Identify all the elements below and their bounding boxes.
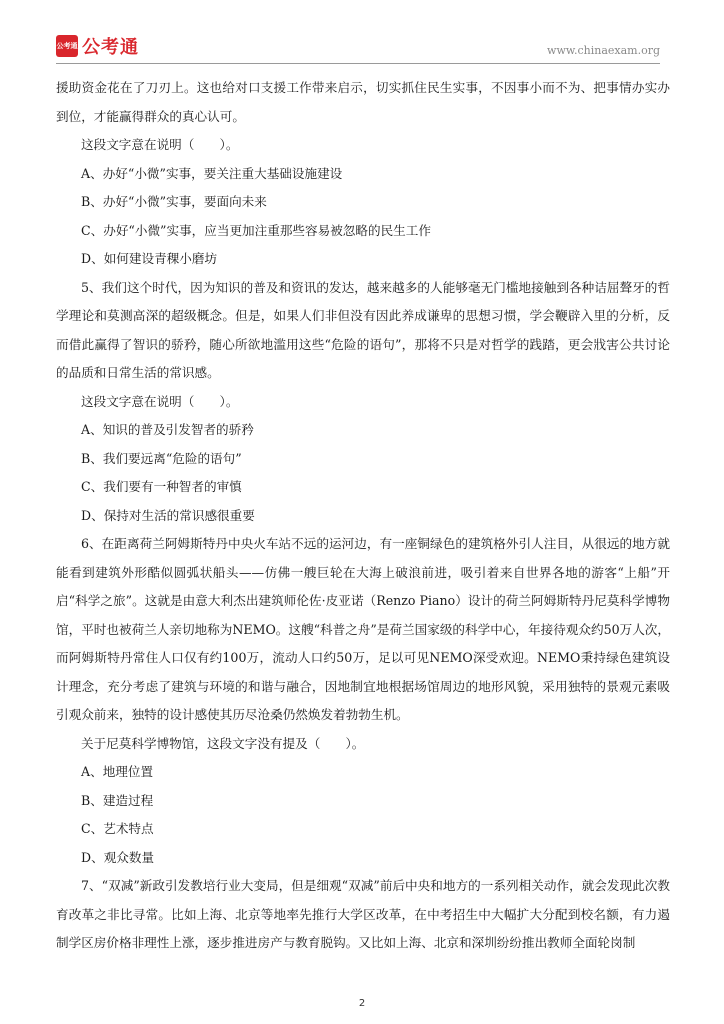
answer-option: D、保持对生活的常识感很重要 — [81, 507, 255, 523]
answer-option: B、我们要远离“危险的语句” — [81, 450, 242, 466]
logo-text: 公考通 — [82, 37, 139, 58]
answer-option: A、知识的普及引发智者的骄矜 — [81, 422, 254, 437]
logo — [56, 34, 139, 58]
answer-option: D、观众数量 — [81, 849, 155, 865]
answer-option: D、如何建设青稞小磨坊 — [81, 251, 218, 266]
page-header — [56, 34, 660, 60]
answer-option: A、办好“小微”实事，要关注重大基础设施建设 — [81, 165, 343, 181]
paragraph: 关于尼莫科学博物馆，这段文字没有提及（ ）。 — [81, 735, 365, 751]
site-url[interactable]: www.chinaexam.org — [547, 44, 660, 57]
logo-badge-icon: 公考通 — [56, 35, 78, 57]
page-number: 2 — [358, 998, 366, 1009]
document-body — [56, 74, 670, 958]
paragraph: 这段文字意在说明（ ）。 — [81, 137, 239, 152]
header-divider — [56, 63, 660, 64]
paragraph: 7、“双减”新政引发教培行业大变局，但是细观“双减”前后中央和地方的一系列相关动作，就会发现此次教育改革之非比寻常。比如上海、北京等地率先推行大学区改革，在中考招生中大幅扩大分配到校名额，有力遏制学区房价格非理性上涨，逐步推进房产与教育脱钩。又比如上海、北京和深圳纷纷推出教师全面轮岗制 — [56, 878, 670, 950]
answer-option: C、办好“小微”实事，应当更加注重那些容易被忽略的民生工作 — [81, 222, 431, 238]
paragraph: 6、在距离荷兰阿姆斯特丹中央火车站不远的运河边，有一座铜绿色的建筑格外引人注目，从很远的地方就能看到建筑外形酷似圆弧状船头——仿佛一艘巨轮在大海上破浪前进，吸引着来自世界各地的游客“上船”开启“科学之旅”。这就是由意大利杰出建筑师伦佐·皮亚诺（Renzo Piano）设计的荷兰阿姆斯特丹尼莫科学博物馆，平时也被荷兰人亲切地称为NEMO。这艘“科普之舟”是荷兰国家级的科学中心，年接待观众约50万人次，而阿姆斯特丹常住人口仅有约100万，流动人口约50万，足以可见NEMO深受欢迎。NEMO秉持绿色建筑设计理念，充分考虑了建筑与环境的和谐与融合，因地制宜地根据场馆周边的地形风貌，采用独特的景观元素吸引观众前来，独特的设计感使其历尽沧桑仍然焕发着勃勃生机。 — [56, 536, 670, 722]
paragraph: 5、我们这个时代，因为知识的普及和资讯的发达，越来越多的人能够毫无门槛地接触到各种诘屈聱牙的哲学理论和莫测高深的超级概念。但是，如果人们非但没有因此养成谦卑的思想习惯，学会鞭辟入里的分析，反而借此赢得了智识的骄矜，随心所欲地滥用这些“危险的语句”，那将不只是对哲学的践踏，更会戕害公共讨论的品质和日常生活的常识感。 — [56, 279, 670, 380]
paragraph: 这段文字意在说明（ ）。 — [81, 393, 239, 409]
paragraph: 援助资金花在了刀刃上。这也给对口支援工作带来启示，切实抓住民生实事，不因事小而不为、把事情办实办到位，才能赢得群众的真心认可。 — [56, 80, 670, 124]
answer-option: A、地理位置 — [81, 764, 154, 779]
answer-option: C、艺术特点 — [81, 821, 154, 836]
answer-option: C、我们要有一种智者的审慎 — [81, 479, 242, 494]
answer-option: B、办好“小微”实事，要面向未来 — [81, 194, 267, 209]
answer-option: B、建造过程 — [81, 792, 154, 808]
